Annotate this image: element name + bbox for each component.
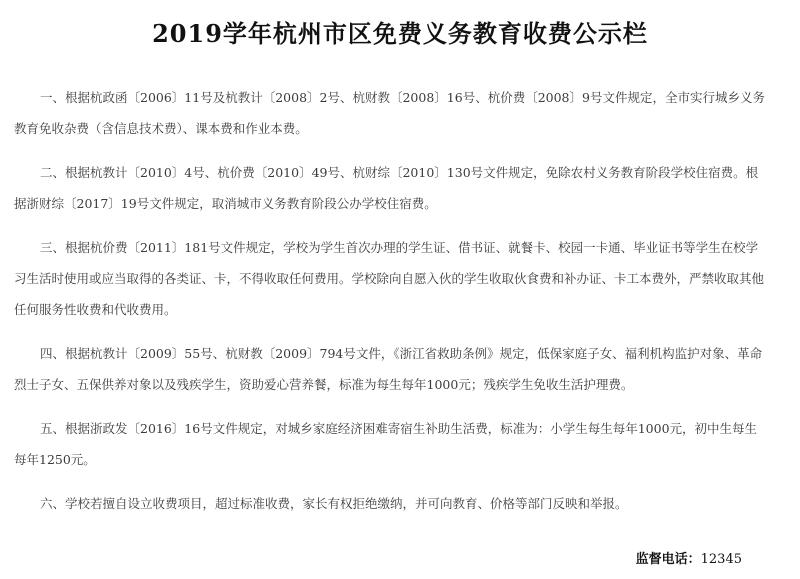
paragraph-1: 一、根据杭政函〔2006〕11号及杭教计〔2008〕2号、杭财教〔2008〕16号、杭价费〔2008〕9号文件规定，全市实行城乡义务教育免收杂费（含信息技术费）、课本费和作业本费。 (14, 90, 765, 136)
paragraph-3: 三、根据杭价费〔2011〕181号文件规定，学校为学生首次办理的学生证、借书证、就餐卡、校园一卡通、毕业证书等学生在校学习生活时使用或应当取得的各类证、卡，不得收取任何费用。学校除向自愿入伙的学生收取伙食费和补办证、卡工本费外，严禁收取其他任何服务性收费和代收费用。 (14, 240, 765, 317)
paragraph-4: 四、根据杭教计〔2009〕55号、杭财教〔2009〕794号文件，《浙江省救助条例》规定，低保家庭子女、福利机构监护对象、革命烈士子女、五保供养对象以及残疾学生，资助爱心营养餐，标准为每生每年1000元；残疾学生免收生活护理费。 (14, 346, 763, 392)
paragraph-2: 二、根据杭教计〔2010〕4号、杭价费〔2010〕49号、杭财综〔2010〕130号文件规定，免除农村义务教育阶段学校住宿费。根据浙财综〔2017〕19号文件规定，取消城市义务教育阶段公办学校住宿费。 (14, 165, 759, 211)
hotline-label: 监督电话： (635, 552, 701, 567)
paragraph-5: 五、根据浙政发〔2016〕16号文件规定，对城乡家庭经济困难寄宿生补助生活费，标准为：小学生每生每年1000元，初中生每生每年1250元。 (14, 421, 758, 467)
page-title: 2019学年杭州市区免费义务教育收费公示栏 (152, 19, 648, 48)
supervision-hotline (636, 548, 742, 567)
notice-body (0, 82, 800, 532)
hotline-number: 12345 (700, 552, 742, 567)
paragraph-6: 六、学校若擅自设立收费项目，超过标准收费，家长有权拒绝缴纳，并可向教育、价格等部门反映和举报。 (40, 496, 628, 511)
